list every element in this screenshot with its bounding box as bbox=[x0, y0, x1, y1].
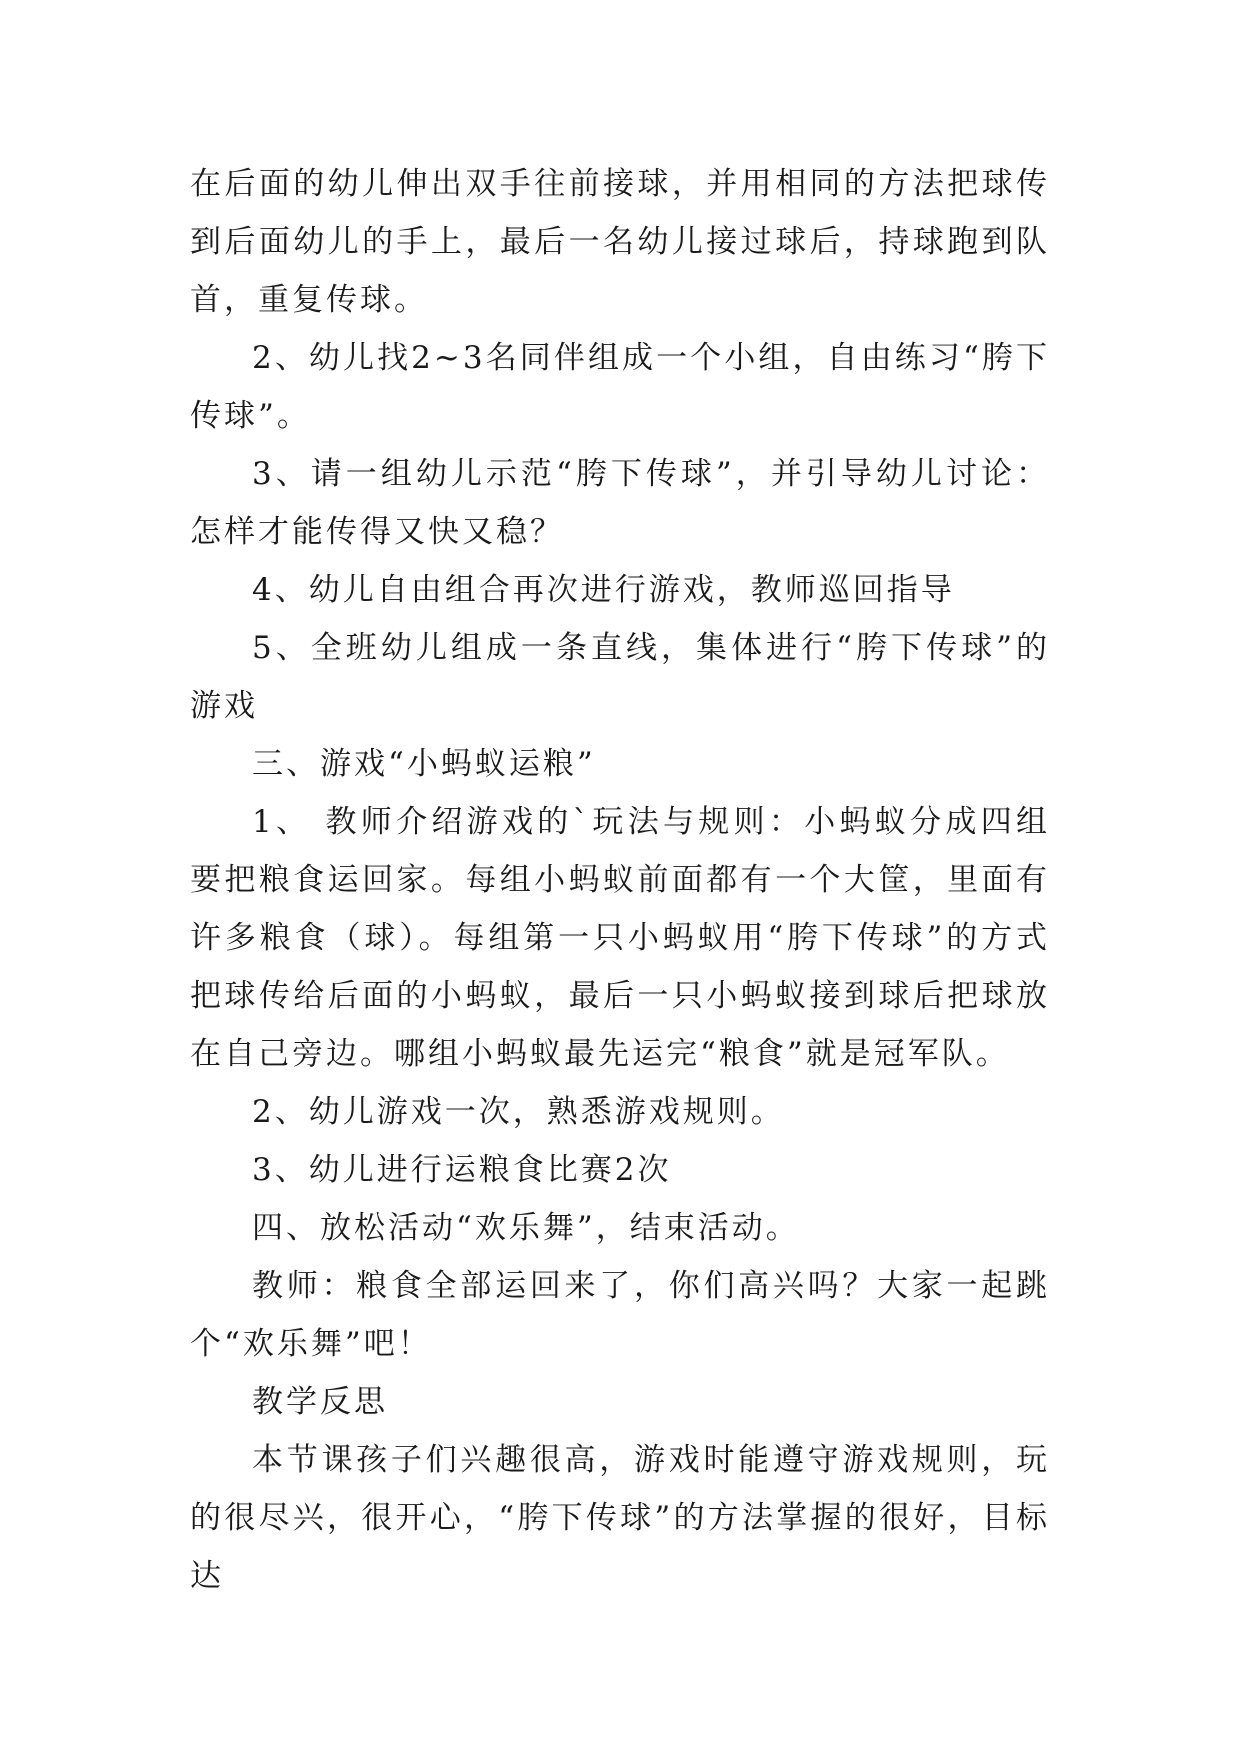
paragraph-step-4: 4、幼儿自由组合再次进行游戏，教师巡回指导 bbox=[252, 572, 955, 608]
paragraph-reflection: 本节课孩子们兴趣很高，游戏时能遵守游戏规则，玩的很尽兴，很开心，“胯下传球”的方法掌握的很好，目标达 bbox=[190, 1442, 1050, 1594]
paragraph-game-step-2: 2、幼儿游戏一次，熟悉游戏规则。 bbox=[252, 1094, 785, 1130]
paragraph-game-step-3: 3、幼儿进行运粮食比赛2次 bbox=[252, 1152, 672, 1188]
paragraph-game-rules: 1、 教师介绍游戏的`玩法与规则：小蚂蚁分成四组要把粮食运回家。每组小蚂蚁前面都有一个大筐，里面有许多粮食（球）。每组第一只小蚂蚁用“胯下传球”的方式把球传给后面的小蚂蚁，最后一只小蚂蚁接到球后把球放在自己旁边。哪组小蚂蚁最先运完“粮食”就是冠军队。 bbox=[190, 804, 1050, 1072]
section-heading-3: 三、游戏“小蚂蚁运粮” bbox=[252, 746, 596, 782]
paragraph-step-5: 5、全班幼儿组成一条直线，集体进行“胯下传球”的游戏 bbox=[190, 630, 1050, 724]
heading-reflection: 教学反思 bbox=[252, 1384, 388, 1420]
paragraph-step-2: 2、幼儿找2~3名同伴组成一个小组，自由练习“胯下传球”。 bbox=[190, 340, 1050, 434]
paragraph-teacher-line: 教师：粮食全部运回来了，你们高兴吗？大家一起跳个“欢乐舞”吧！ bbox=[190, 1268, 1050, 1362]
document-page bbox=[190, 155, 1050, 1605]
paragraph-step-3: 3、请一组幼儿示范“胯下传球”，并引导幼儿讨论：怎样才能传得又快又稳？ bbox=[190, 456, 1050, 550]
section-heading-4: 四、放松活动“欢乐舞”，结束活动。 bbox=[252, 1210, 800, 1246]
paragraph-continuation: 在后面的幼儿伸出双手往前接球，并用相同的方法把球传到后面幼儿的手上，最后一名幼儿接过球后，持球跑到队首，重复传球。 bbox=[190, 166, 1050, 318]
